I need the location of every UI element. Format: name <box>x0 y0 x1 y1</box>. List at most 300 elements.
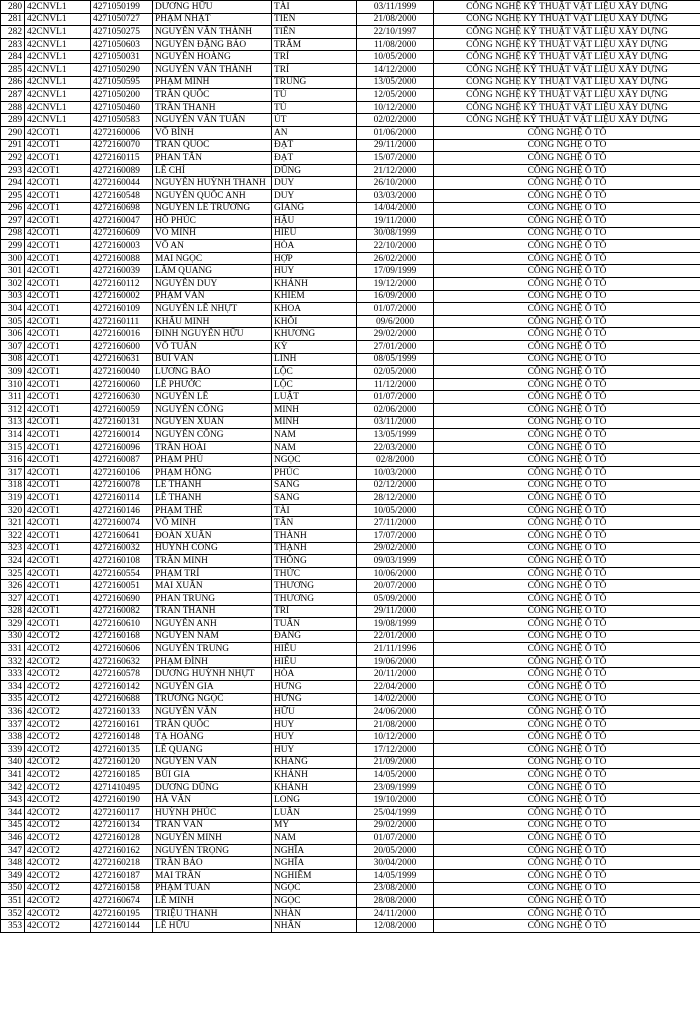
table-row <box>1 781 700 794</box>
student-id-cell: 4272160185 <box>91 769 153 782</box>
surname-cell: HUỲNH CÔNG <box>153 542 272 555</box>
surname-cell: ĐOÀN XUÂN <box>153 529 272 542</box>
major-cell: CÔNG NGHỆ Ô TÔ <box>434 504 700 517</box>
surname-cell: NGUYỄN HOÀNG <box>153 51 272 64</box>
student-id-cell: 4272160142 <box>91 681 153 694</box>
birth-date-cell: 13/05/1999 <box>357 429 434 442</box>
row-number-cell: 349 <box>1 869 25 882</box>
given-name-cell: TRÍ <box>272 51 357 64</box>
given-name-cell: KHANG <box>272 756 357 769</box>
given-name-cell: NGHIÊM <box>272 869 357 882</box>
row-number-cell: 301 <box>1 265 25 278</box>
table-row <box>1 278 700 291</box>
table-row <box>1 454 700 467</box>
given-name-cell: TÚ <box>272 89 357 102</box>
table-row <box>1 542 700 555</box>
row-number-cell: 313 <box>1 416 25 429</box>
row-number-cell: 328 <box>1 605 25 618</box>
major-cell: CÔNG NGHỆ KỸ THUẬT VẬT LIỆU XÂY DỰNG <box>434 101 700 114</box>
row-number-cell: 336 <box>1 706 25 719</box>
student-id-cell: 4272160133 <box>91 706 153 719</box>
row-number-cell: 353 <box>1 920 25 933</box>
class-code-cell: 42COT2 <box>25 630 91 643</box>
table-row <box>1 466 700 479</box>
given-name-cell: HỢP <box>272 252 357 265</box>
table-row <box>1 907 700 920</box>
student-id-cell: 4272160115 <box>91 152 153 165</box>
surname-cell: NGUYỄN VĂN <box>153 706 272 719</box>
row-number-cell: 297 <box>1 215 25 228</box>
major-cell: CÔNG NGHỆ Ô TÔ <box>434 869 700 882</box>
birth-date-cell: 29/11/2000 <box>357 605 434 618</box>
row-number-cell: 334 <box>1 681 25 694</box>
birth-date-cell: 27/11/2000 <box>357 517 434 530</box>
major-cell: CÔNG NGHỆ Ô TÔ <box>434 290 700 303</box>
row-number-cell: 303 <box>1 290 25 303</box>
surname-cell: PHẠM NHẬT <box>153 13 272 26</box>
student-id-cell: 4272160014 <box>91 429 153 442</box>
major-cell: CÔNG NGHỆ KỸ THUẬT VẬT LIỆU XÂY DỰNG <box>434 51 700 64</box>
class-code-cell: 42CNVL1 <box>25 26 91 39</box>
student-id-cell: 4272160148 <box>91 731 153 744</box>
surname-cell: DƯƠNG DŨNG <box>153 781 272 794</box>
birth-date-cell: 24/11/2000 <box>357 907 434 920</box>
row-number-cell: 348 <box>1 857 25 870</box>
student-id-cell: 4272160114 <box>91 492 153 505</box>
table-row <box>1 177 700 190</box>
row-number-cell: 293 <box>1 164 25 177</box>
table-row <box>1 416 700 429</box>
table-row <box>1 240 700 253</box>
row-number-cell: 344 <box>1 807 25 820</box>
given-name-cell: NHÀN <box>272 907 357 920</box>
surname-cell: PHẠM TRÍ <box>153 567 272 580</box>
student-id-cell: 4272160089 <box>91 164 153 177</box>
table-row <box>1 202 700 215</box>
class-code-cell: 42COT2 <box>25 706 91 719</box>
given-name-cell: LUÂN <box>272 807 357 820</box>
student-id-cell: 4272160190 <box>91 794 153 807</box>
birth-date-cell: 19/12/2000 <box>357 278 434 291</box>
class-code-cell: 42COT1 <box>25 227 91 240</box>
table-row <box>1 341 700 354</box>
table-row <box>1 38 700 51</box>
surname-cell: NGUYỄN LÊ <box>153 391 272 404</box>
class-code-cell: 42CNVL1 <box>25 89 91 102</box>
row-number-cell: 321 <box>1 517 25 530</box>
birth-date-cell: 14/04/2000 <box>357 202 434 215</box>
given-name-cell: DUY <box>272 189 357 202</box>
class-code-cell: 42COT1 <box>25 265 91 278</box>
class-code-cell: 42COT2 <box>25 681 91 694</box>
surname-cell: TRẦN QUỐC <box>153 139 272 152</box>
major-cell: CÔNG NGHỆ Ô TÔ <box>434 756 700 769</box>
student-id-cell: 4272160632 <box>91 655 153 668</box>
class-code-cell: 42COT2 <box>25 819 91 832</box>
student-id-cell: 4271050460 <box>91 101 153 114</box>
given-name-cell: NGỌC <box>272 882 357 895</box>
birth-date-cell: 23/08/2000 <box>357 882 434 895</box>
student-id-cell: 4272160690 <box>91 592 153 605</box>
class-code-cell: 42COT2 <box>25 807 91 820</box>
birth-date-cell: 20/11/2000 <box>357 668 434 681</box>
major-cell: CÔNG NGHỆ Ô TÔ <box>434 857 700 870</box>
surname-cell: NGUYỄN CÔNG <box>153 429 272 442</box>
row-number-cell: 311 <box>1 391 25 404</box>
student-id-cell: 4271050595 <box>91 76 153 89</box>
class-code-cell: 42COT1 <box>25 592 91 605</box>
row-number-cell: 300 <box>1 252 25 265</box>
surname-cell: TRẦN HOÀI <box>153 441 272 454</box>
birth-date-cell: 17/09/1999 <box>357 265 434 278</box>
major-cell: CÔNG NGHỆ Ô TÔ <box>434 429 700 442</box>
row-number-cell: 280 <box>1 1 25 14</box>
row-number-cell: 312 <box>1 404 25 417</box>
birth-date-cell: 09/6/2000 <box>357 315 434 328</box>
row-number-cell: 315 <box>1 441 25 454</box>
birth-date-cell: 21/11/1996 <box>357 643 434 656</box>
surname-cell: LÊ HỮU <box>153 920 272 933</box>
major-cell: CÔNG NGHỆ Ô TÔ <box>434 328 700 341</box>
surname-cell: LÊ THÀNH <box>153 479 272 492</box>
class-code-cell: 42CNVL1 <box>25 114 91 127</box>
birth-date-cell: 13/05/2000 <box>357 76 434 89</box>
birth-date-cell: 12/08/2000 <box>357 920 434 933</box>
class-code-cell: 42COT2 <box>25 731 91 744</box>
surname-cell: LÊ QUANG <box>153 744 272 757</box>
student-id-cell: 4272160631 <box>91 353 153 366</box>
class-code-cell: 42COT2 <box>25 718 91 731</box>
student-id-cell: 4271050290 <box>91 63 153 76</box>
birth-date-cell: 10/05/2000 <box>357 51 434 64</box>
birth-date-cell: 02/06/2000 <box>357 404 434 417</box>
table-row <box>1 706 700 719</box>
table-row <box>1 882 700 895</box>
class-code-cell: 42COT1 <box>25 492 91 505</box>
surname-cell: HỒ PHÚC <box>153 215 272 228</box>
major-cell: CÔNG NGHỆ Ô TÔ <box>434 895 700 908</box>
major-cell: CÔNG NGHỆ Ô TÔ <box>434 706 700 719</box>
row-number-cell: 287 <box>1 89 25 102</box>
major-cell: CÔNG NGHỆ Ô TÔ <box>434 341 700 354</box>
table-row <box>1 655 700 668</box>
student-id-cell: 4272160088 <box>91 252 153 265</box>
table-row <box>1 794 700 807</box>
major-cell: CÔNG NGHỆ Ô TÔ <box>434 227 700 240</box>
student-id-cell: 4272160128 <box>91 832 153 845</box>
table-row <box>1 580 700 593</box>
birth-date-cell: 02/8/2000 <box>357 454 434 467</box>
birth-date-cell: 10/06/2000 <box>357 567 434 580</box>
birth-date-cell: 28/12/2000 <box>357 492 434 505</box>
row-number-cell: 306 <box>1 328 25 341</box>
surname-cell: TRẦN QUỐC <box>153 89 272 102</box>
row-number-cell: 307 <box>1 341 25 354</box>
row-number-cell: 286 <box>1 76 25 89</box>
surname-cell: NGUYỄN TRUNG <box>153 643 272 656</box>
class-code-cell: 42COT1 <box>25 278 91 291</box>
surname-cell: HÀ VĂN <box>153 794 272 807</box>
given-name-cell: KỲ <box>272 341 357 354</box>
surname-cell: TRẦN MINH <box>153 555 272 568</box>
student-id-cell: 4272160606 <box>91 643 153 656</box>
student-id-cell: 4272160003 <box>91 240 153 253</box>
major-cell: CÔNG NGHỆ Ô TÔ <box>434 315 700 328</box>
surname-cell: DƯƠNG HỮU <box>153 1 272 14</box>
student-id-cell: 4272160074 <box>91 517 153 530</box>
surname-cell: NGUYỄN LÊ NHỰT <box>153 303 272 316</box>
student-id-cell: 4272160161 <box>91 718 153 731</box>
class-code-cell: 42COT1 <box>25 555 91 568</box>
student-id-cell: 4272160195 <box>91 907 153 920</box>
major-cell: CÔNG NGHỆ KỸ THUẬT VẬT LIỆU XÂY DỰNG <box>434 63 700 76</box>
birth-date-cell: 03/11/1999 <box>357 1 434 14</box>
surname-cell: HUỲNH PHÚC <box>153 807 272 820</box>
given-name-cell: NAM <box>272 429 357 442</box>
table-row <box>1 366 700 379</box>
given-name-cell: HƯNG <box>272 681 357 694</box>
student-id-cell: 4272160144 <box>91 920 153 933</box>
given-name-cell: KHÁNH <box>272 278 357 291</box>
surname-cell: TRIỆU THANH <box>153 907 272 920</box>
class-code-cell: 42COT1 <box>25 391 91 404</box>
class-code-cell: 42COT1 <box>25 416 91 429</box>
row-number-cell: 292 <box>1 152 25 165</box>
given-name-cell: HIẾU <box>272 227 357 240</box>
row-number-cell: 288 <box>1 101 25 114</box>
table-row <box>1 479 700 492</box>
birth-date-cell: 22/10/2000 <box>357 240 434 253</box>
student-id-cell: 4272160168 <box>91 630 153 643</box>
major-cell: CÔNG NGHỆ Ô TÔ <box>434 177 700 190</box>
table-row <box>1 126 700 139</box>
surname-cell: MAI NGỌC <box>153 252 272 265</box>
surname-cell: LÊ MINH <box>153 895 272 908</box>
student-id-cell: 4271050603 <box>91 38 153 51</box>
student-id-cell: 4272160006 <box>91 126 153 139</box>
surname-cell: NGUYỄN DUY <box>153 278 272 291</box>
table-row <box>1 441 700 454</box>
birth-date-cell: 27/01/2000 <box>357 341 434 354</box>
given-name-cell: ĐĂNG <box>272 630 357 643</box>
row-number-cell: 320 <box>1 504 25 517</box>
birth-date-cell: 21/08/2000 <box>357 718 434 731</box>
major-cell: CÔNG NGHỆ Ô TÔ <box>434 794 700 807</box>
class-code-cell: 42COT1 <box>25 429 91 442</box>
student-id-cell: 4272160218 <box>91 857 153 870</box>
class-code-cell: 42COT2 <box>25 895 91 908</box>
row-number-cell: 310 <box>1 378 25 391</box>
class-code-cell: 42COT2 <box>25 643 91 656</box>
given-name-cell: KHOA <box>272 303 357 316</box>
row-number-cell: 350 <box>1 882 25 895</box>
birth-date-cell: 30/04/2000 <box>357 857 434 870</box>
class-code-cell: 42CNVL1 <box>25 63 91 76</box>
table-row <box>1 114 700 127</box>
major-cell: CÔNG NGHỆ Ô TÔ <box>434 366 700 379</box>
student-id-cell: 4271050031 <box>91 51 153 64</box>
student-id-cell: 4272160641 <box>91 529 153 542</box>
row-number-cell: 302 <box>1 278 25 291</box>
table-row <box>1 819 700 832</box>
surname-cell: LÊ THANH <box>153 492 272 505</box>
table-row <box>1 378 700 391</box>
birth-date-cell: 29/02/2000 <box>357 819 434 832</box>
student-id-cell: 4272160158 <box>91 882 153 895</box>
major-cell: CÔNG NGHỆ Ô TÔ <box>434 844 700 857</box>
major-cell: CÔNG NGHỆ Ô TÔ <box>434 492 700 505</box>
table-row <box>1 744 700 757</box>
table-row <box>1 13 700 26</box>
class-code-cell: 42COT1 <box>25 177 91 190</box>
given-name-cell: DŨNG <box>272 164 357 177</box>
major-cell: CÔNG NGHỆ Ô TÔ <box>434 517 700 530</box>
major-cell: CÔNG NGHỆ Ô TÔ <box>434 126 700 139</box>
surname-cell: NGUYỄN VĂN THÀNH <box>153 63 272 76</box>
class-code-cell: 42COT2 <box>25 794 91 807</box>
given-name-cell: THÀNH <box>272 529 357 542</box>
table-row <box>1 189 700 202</box>
student-id-cell: 4271050199 <box>91 1 153 14</box>
major-cell: CÔNG NGHỆ Ô TÔ <box>434 920 700 933</box>
given-name-cell: LỘC <box>272 366 357 379</box>
given-name-cell: HÒA <box>272 668 357 681</box>
surname-cell: PHAN TRUNG <box>153 592 272 605</box>
class-code-cell: 42CNVL1 <box>25 13 91 26</box>
student-id-cell: 4272160610 <box>91 618 153 631</box>
surname-cell: VÕ BÌNH <box>153 126 272 139</box>
surname-cell: DƯƠNG HUỲNH NHỰT <box>153 668 272 681</box>
surname-cell: TRẦN THANH <box>153 605 272 618</box>
row-number-cell: 281 <box>1 13 25 26</box>
major-cell: CÔNG NGHỆ KỸ THUẬT VẬT LIỆU XÂY DỰNG <box>434 26 700 39</box>
table-row <box>1 227 700 240</box>
row-number-cell: 318 <box>1 479 25 492</box>
birth-date-cell: 14/05/2000 <box>357 769 434 782</box>
row-number-cell: 343 <box>1 794 25 807</box>
major-cell: CÔNG NGHỆ KỸ THUẬT VẬT LIỆU XÂY DỰNG <box>434 38 700 51</box>
birth-date-cell: 14/05/1999 <box>357 869 434 882</box>
birth-date-cell: 19/10/2000 <box>357 794 434 807</box>
row-number-cell: 325 <box>1 567 25 580</box>
student-id-cell: 4272160109 <box>91 303 153 316</box>
class-code-cell: 42CNVL1 <box>25 51 91 64</box>
table-row <box>1 630 700 643</box>
table-row <box>1 391 700 404</box>
class-code-cell: 42COT2 <box>25 907 91 920</box>
surname-cell: TRẦN VĂN <box>153 819 272 832</box>
surname-cell: TRẦN THANH <box>153 101 272 114</box>
major-cell: CÔNG NGHỆ Ô TÔ <box>434 681 700 694</box>
class-code-cell: 42CNVL1 <box>25 76 91 89</box>
student-id-cell: 4272160600 <box>91 341 153 354</box>
table-row <box>1 290 700 303</box>
class-code-cell: 42COT1 <box>25 542 91 555</box>
birth-date-cell: 11/08/2000 <box>357 38 434 51</box>
given-name-cell: THƯƠNG <box>272 580 357 593</box>
surname-cell: VÕ MINH <box>153 227 272 240</box>
given-name-cell: AN <box>272 126 357 139</box>
surname-cell: NGUYỄN LÊ TRƯỜNG <box>153 202 272 215</box>
student-id-cell: 4272160688 <box>91 693 153 706</box>
major-cell: CÔNG NGHỆ Ô TÔ <box>434 618 700 631</box>
major-cell: CÔNG NGHỆ Ô TÔ <box>434 529 700 542</box>
birth-date-cell: 03/03/2000 <box>357 189 434 202</box>
row-number-cell: 323 <box>1 542 25 555</box>
table-row <box>1 517 700 530</box>
major-cell: CÔNG NGHỆ Ô TÔ <box>434 353 700 366</box>
given-name-cell: LONG <box>272 794 357 807</box>
given-name-cell: NGỌC <box>272 454 357 467</box>
given-name-cell: NAM <box>272 832 357 845</box>
given-name-cell: TRUNG <box>272 76 357 89</box>
class-code-cell: 42COT1 <box>25 479 91 492</box>
surname-cell: LƯƠNG BẢO <box>153 366 272 379</box>
class-code-cell: 42COT1 <box>25 240 91 253</box>
student-id-cell: 4272160111 <box>91 315 153 328</box>
surname-cell: NGUYỄN XUÂN <box>153 416 272 429</box>
major-cell: CÔNG NGHỆ Ô TÔ <box>434 832 700 845</box>
class-code-cell: 42COT1 <box>25 315 91 328</box>
surname-cell: PHẠM THẾ <box>153 504 272 517</box>
row-number-cell: 330 <box>1 630 25 643</box>
class-code-cell: 42COT2 <box>25 920 91 933</box>
major-cell: CÔNG NGHỆ KỸ THUẬT VẬT LIỆU XÂY DỰNG <box>434 13 700 26</box>
table-row <box>1 76 700 89</box>
birth-date-cell: 17/07/2000 <box>357 529 434 542</box>
class-code-cell: 42COT1 <box>25 378 91 391</box>
surname-cell: LÊ CHÍ <box>153 164 272 177</box>
class-code-cell: 42COT2 <box>25 869 91 882</box>
class-code-cell: 42COT1 <box>25 341 91 354</box>
surname-cell: BÙI VĂN <box>153 353 272 366</box>
table-row <box>1 807 700 820</box>
class-code-cell: 42COT1 <box>25 328 91 341</box>
surname-cell: VÕ AN <box>153 240 272 253</box>
class-code-cell: 42COT1 <box>25 466 91 479</box>
birth-date-cell: 20/05/2000 <box>357 844 434 857</box>
surname-cell: ĐINH NGUYỄN HỮU <box>153 328 272 341</box>
class-code-cell: 42COT2 <box>25 832 91 845</box>
given-name-cell: MINH <box>272 416 357 429</box>
table-row <box>1 618 700 631</box>
birth-date-cell: 19/11/2000 <box>357 215 434 228</box>
birth-date-cell: 29/02/2000 <box>357 328 434 341</box>
table-row <box>1 920 700 933</box>
student-id-cell: 4272160002 <box>91 290 153 303</box>
student-id-cell: 4272160120 <box>91 756 153 769</box>
student-id-cell: 4271410495 <box>91 781 153 794</box>
class-code-cell: 42COT1 <box>25 404 91 417</box>
given-name-cell: HUY <box>272 265 357 278</box>
given-name-cell: ĐẠT <box>272 152 357 165</box>
birth-date-cell: 29/11/2000 <box>357 139 434 152</box>
student-id-cell: 4272160609 <box>91 227 153 240</box>
birth-date-cell: 16/09/2000 <box>357 290 434 303</box>
birth-date-cell: 05/09/2000 <box>357 592 434 605</box>
row-number-cell: 347 <box>1 844 25 857</box>
table-row <box>1 265 700 278</box>
table-row <box>1 429 700 442</box>
table-row <box>1 895 700 908</box>
student-id-cell: 4272160059 <box>91 404 153 417</box>
birth-date-cell: 01/07/2000 <box>357 832 434 845</box>
given-name-cell: HUY <box>272 718 357 731</box>
given-name-cell: KHÁNH <box>272 769 357 782</box>
given-name-cell: NHÂN <box>272 920 357 933</box>
surname-cell: NGUYỄN NAM <box>153 630 272 643</box>
major-cell: CÔNG NGHỆ Ô TÔ <box>434 391 700 404</box>
